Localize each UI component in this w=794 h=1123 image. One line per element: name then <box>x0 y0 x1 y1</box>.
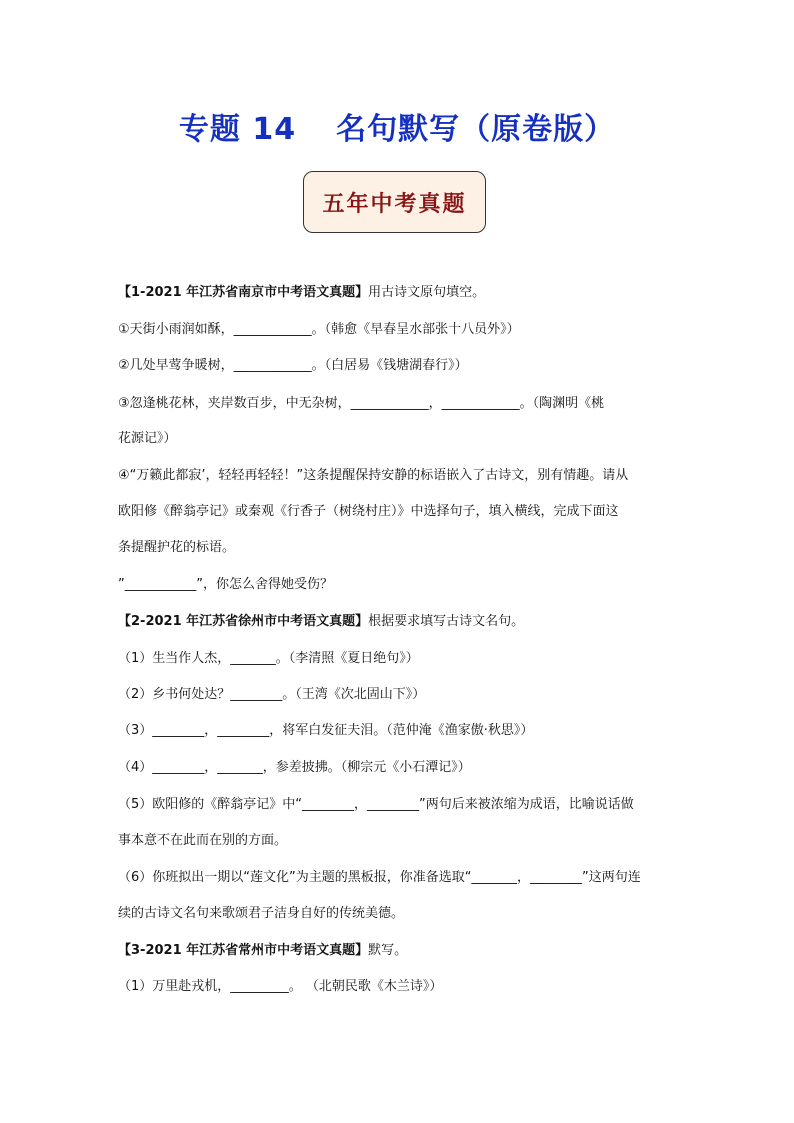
title-topic-number: 专题 14 <box>178 112 297 147</box>
question-line <box>118 503 688 521</box>
question-text: ④“万籁此都寂’，轻轻再轻轻！”这条提醒保持安静的标语嵌入了古诗文，别有情趣。请从 <box>118 468 629 483</box>
question-line <box>118 796 688 814</box>
question-text: （2）乡书何处达？________。（王湾《次北固山下》） <box>118 687 426 702</box>
question-line <box>118 832 688 850</box>
question-line <box>118 650 688 668</box>
question-text: （4）________，_______，参差披拂。（柳宗元《小石潭记》） <box>118 760 471 775</box>
question-source: 【3-2021 年江苏省常州市中考语文真题】 <box>118 943 369 958</box>
question-source: 【2-2021 年江苏省徐州市中考语文真题】 <box>118 614 369 629</box>
question-text: 续的古诗文名句来歌颂君子洁身自好的传统美德。 <box>118 906 405 921</box>
question-text: 欧阳修《醉翁亭记》或秦观《行香子（树绕村庄）》中选择句子，填入横线，完成下面这 <box>118 504 619 519</box>
question-text: ”___________”，你怎么舍得她受伤？ <box>118 577 333 592</box>
question-text: （5）欧阳修的《醉翁亭记》中“________，________”两句后来被浓缩为成语，比喻说话做 <box>118 797 634 812</box>
question-text: ③忽逢桃花林，夹岸数百步，中无杂树，____________，____________。（陶渊明《桃 <box>118 396 605 411</box>
question-text: 条提醒护花的标语。 <box>118 540 236 555</box>
page-title <box>0 104 794 148</box>
question-heading <box>118 942 688 960</box>
question-line <box>118 686 688 704</box>
question-text: 根据要求填写古诗文名句。 <box>368 614 525 629</box>
question-text: ②几处早莺争暖树，____________。（白居易《钱塘湖春行》） <box>118 358 468 373</box>
question-line <box>118 576 688 594</box>
question-line <box>118 430 688 448</box>
question-source: 【1-2021 年江苏省南京市中考语文真题】 <box>118 285 369 300</box>
section-badge: 五年中考真题 <box>303 171 486 233</box>
question-text: （3）________，________，将军白发征夫泪。（范仲淹《渔家傲·秋思》） <box>118 723 534 738</box>
question-text: ①天街小雨润如酥，____________。（韩愈《早春呈水部张十八员外》） <box>118 322 520 337</box>
question-text: 事本意不在此而在别的方面。 <box>118 833 288 848</box>
question-heading <box>118 613 688 631</box>
question-line <box>118 905 688 923</box>
question-text: 花源记》） <box>118 431 177 446</box>
question-line <box>118 722 688 740</box>
question-line <box>118 395 688 413</box>
question-heading <box>118 284 688 302</box>
question-text: 用古诗文原句填空。 <box>368 285 486 300</box>
title-topic-name: 名句默写（原卷版） <box>336 112 616 147</box>
question-text: 默写。 <box>368 943 408 958</box>
question-line <box>118 357 688 375</box>
question-text: （1）万里赴戎机，_________。 （北朝民歌《木兰诗》） <box>118 979 443 994</box>
question-text: （6）你班拟出一期以“莲文化”为主题的黑板报，你准备选取“_______，________”这两句连 <box>118 870 641 885</box>
question-line <box>118 467 688 485</box>
question-line <box>118 869 688 887</box>
question-line <box>118 539 688 557</box>
question-line <box>118 978 688 996</box>
question-text: （1）生当作人杰，_______。（李清照《夏日绝句》） <box>118 651 419 666</box>
question-line <box>118 759 688 777</box>
question-line <box>118 321 688 339</box>
